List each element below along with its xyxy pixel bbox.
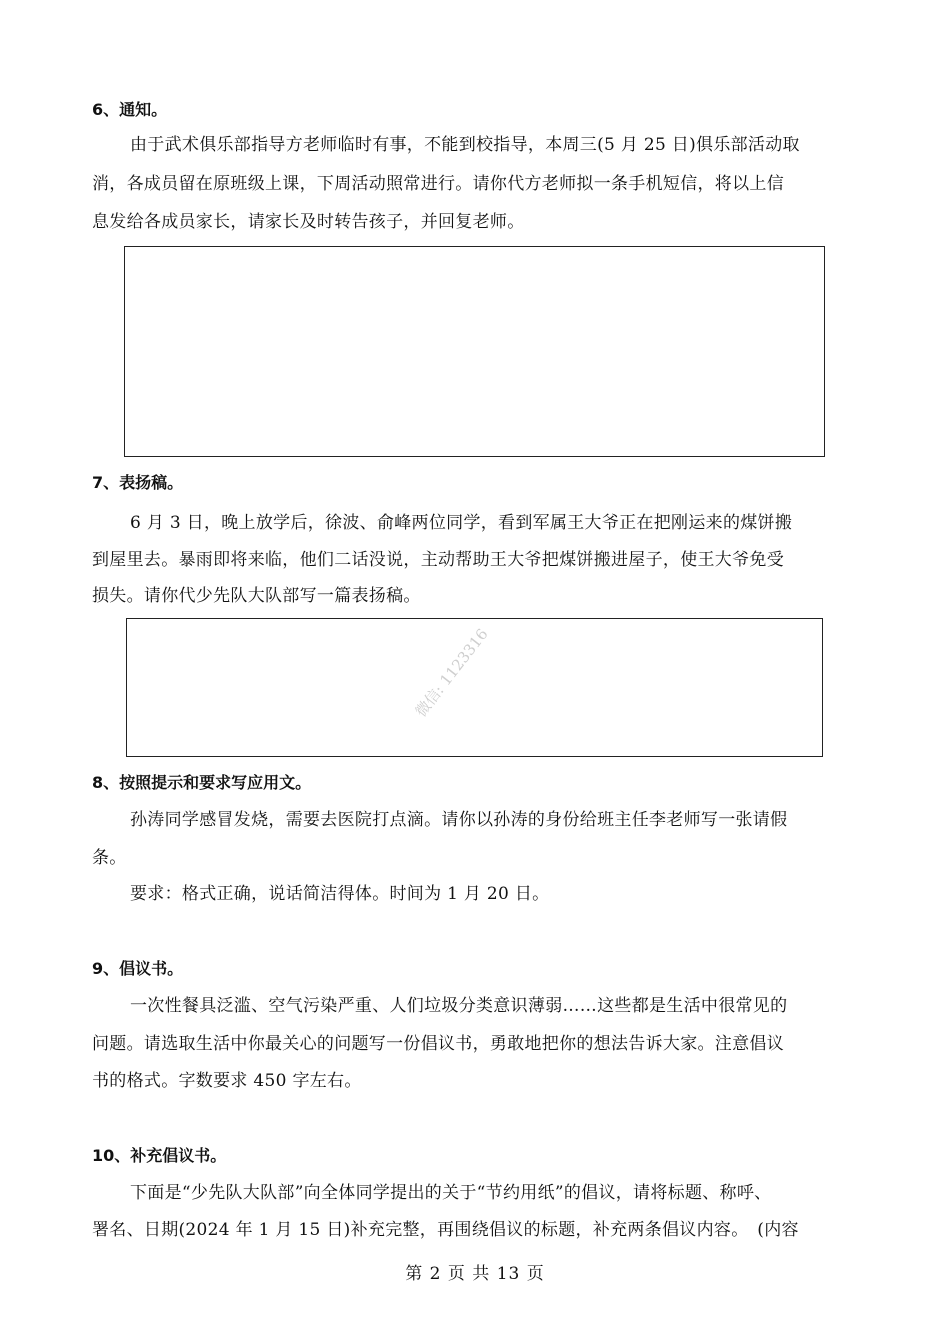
q7-title: 7、表扬稿。 — [92, 473, 184, 492]
q10-line-1: 下面是“少先队大队部”向全体同学提出的关于“节约用纸”的倡议，请将标题、称呼、 — [130, 1183, 772, 1203]
q8-line-3: 要求：格式正确，说话简洁得体。时间为 1 月 20 日。 — [130, 884, 550, 904]
q6-title: 6、通知。 — [92, 100, 168, 119]
q8-line-1: 孙涛同学感冒发烧，需要去医院打点滴。请你以孙涛的身份给班主任李老师写一张请假 — [130, 810, 788, 830]
q9-line-3: 书的格式。字数要求 450 字左右。 — [92, 1071, 362, 1091]
q6-line-3: 息发给各成员家长，请家长及时转告孩子，并回复老师。 — [92, 212, 525, 232]
q9-title: 9、倡议书。 — [92, 959, 184, 978]
q10-line-2: 署名、日期(2024 年 1 月 15 日)补充完整，再围绕倡议的标题，补充两条倡议内容。 (内容 — [92, 1220, 799, 1240]
q8-title: 8、按照提示和要求写应用文。 — [92, 773, 312, 792]
q7-line-3: 损失。请你代少先队大队部写一篇表扬稿。 — [92, 586, 421, 606]
q7-line-2: 到屋里去。暴雨即将来临，他们二话没说，主动帮助王大爷把煤饼搬进屋子，使王大爷免受 — [92, 550, 784, 570]
q6-line-1: 由于武术俱乐部指导方老师临时有事，不能到校指导，本周三(5 月 25 日)俱乐部活动取 — [130, 135, 800, 155]
page-footer: 第 2 页 共 13 页 — [405, 1264, 545, 1284]
q6-line-2: 消，各成员留在原班级上课，下周活动照常进行。请你代方老师拟一条手机短信，将以上信 — [92, 174, 784, 194]
q9-line-1: 一次性餐具泛滥、空气污染严重、人们垃圾分类意识薄弱……这些都是生活中很常见的 — [130, 996, 788, 1016]
watermark: 微信: 1123316 — [411, 625, 492, 721]
q8-line-2: 条。 — [92, 848, 127, 868]
q10-title: 10、补充倡议书。 — [92, 1146, 227, 1165]
q7-line-1: 6 月 3 日，晚上放学后，徐波、俞峰两位同学，看到军属王大爷正在把刚运来的煤饼搬 — [130, 513, 793, 533]
q6-answer-box[interactable] — [124, 246, 825, 457]
q9-line-2: 问题。请选取生活中你最关心的问题写一份倡议书，勇敢地把你的想法告诉大家。注意倡议 — [92, 1034, 784, 1054]
